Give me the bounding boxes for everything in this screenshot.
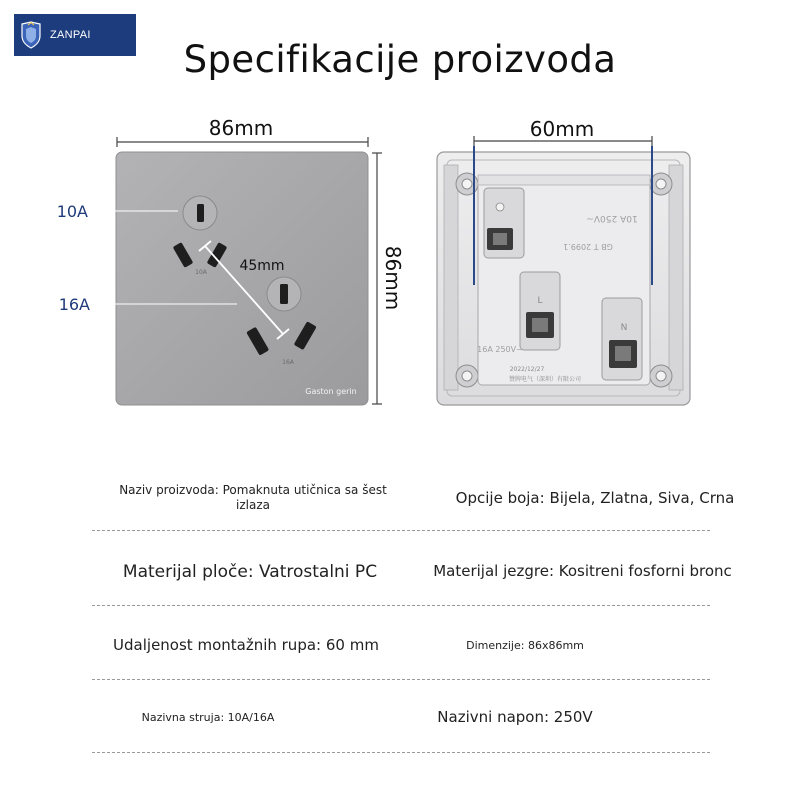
neutral-terminal bbox=[602, 298, 642, 380]
spacing-label: 45mm bbox=[239, 258, 285, 274]
small-16a-mark: 16A bbox=[282, 359, 294, 366]
front-socket-plate bbox=[116, 152, 368, 405]
brand-name: ZANPAI bbox=[50, 29, 91, 41]
live-terminal bbox=[520, 272, 560, 350]
divider-4 bbox=[92, 752, 710, 753]
spec-core-material: Materijal jezgre: Kositreni fosforni bronc bbox=[433, 562, 732, 580]
standard-text: GB T 2099.1 bbox=[563, 242, 613, 251]
earth-terminal bbox=[484, 188, 524, 258]
divider-1 bbox=[92, 530, 710, 531]
rating-16a-text: 16A 250V~ bbox=[477, 345, 523, 354]
plate-brand-text: Gaston gerin bbox=[305, 387, 357, 396]
spec-mounting-distance: Udaljenost montažnih rupa: 60 mm bbox=[113, 636, 379, 654]
terminal-l-label: L bbox=[537, 296, 543, 306]
divider-2 bbox=[92, 605, 710, 606]
front-height-label: 86mm bbox=[381, 245, 405, 311]
spec-panel-material: Materijal ploče: Vatrostalni PC bbox=[122, 562, 378, 582]
back-hole-spacing-label: 60mm bbox=[529, 117, 595, 141]
divider-3 bbox=[92, 679, 710, 680]
company-text: 赞牌电气（深圳）有限公司 bbox=[508, 376, 582, 383]
callout-10a-label: 10A bbox=[56, 202, 88, 221]
small-10a-mark: 10A bbox=[195, 269, 207, 276]
rating-text: 10A 250V~ bbox=[586, 213, 638, 223]
front-height-dimension bbox=[372, 153, 382, 404]
spec-dimensions: Dimenzije: 86x86mm bbox=[466, 639, 584, 652]
spec-product-name: Naziv proizvoda: Pomaknuta utičnica sa šest izlaza bbox=[119, 483, 387, 512]
front-width-label: 86mm bbox=[208, 116, 274, 140]
spec-rated-voltage: Nazivni napon: 250V bbox=[437, 708, 593, 726]
spec-color-options: Opcije boja: Bijela, Zlatna, Siva, Crna bbox=[455, 489, 735, 507]
page-title: Specifikacije proizvoda bbox=[183, 38, 617, 81]
spec-rated-current: Nazivna struja: 10A/16A bbox=[141, 711, 275, 724]
date-text: 2022/12/27 bbox=[509, 366, 545, 373]
terminal-n-label: N bbox=[620, 323, 628, 333]
callout-16a-label: 16A bbox=[58, 295, 90, 314]
